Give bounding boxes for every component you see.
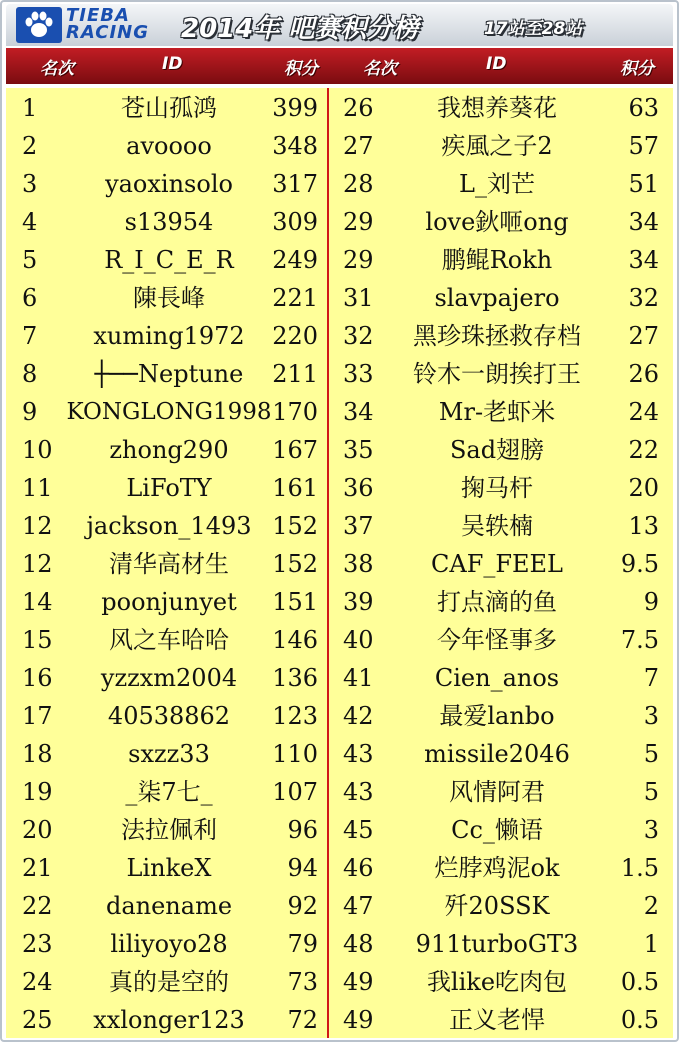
rank-cell: 14 xyxy=(22,588,53,616)
score-column-header-left: 积分 xyxy=(284,59,318,79)
table-row xyxy=(6,963,327,1001)
table-row xyxy=(6,431,327,469)
table-row xyxy=(6,773,327,811)
table-row xyxy=(6,849,327,887)
table-row xyxy=(331,393,671,431)
table-row xyxy=(331,431,671,469)
score-cell: 7.5 xyxy=(620,626,659,654)
player-id-cell: 911turboGT3 xyxy=(415,930,579,958)
player-id-cell: zhong290 xyxy=(109,436,229,464)
score-cell: 221 xyxy=(272,284,318,312)
player-id-cell: 黑珍珠拯救存档 xyxy=(413,322,581,350)
score-cell: 249 xyxy=(272,246,318,274)
table-row xyxy=(6,507,327,545)
player-id-cell: 清华高材生 xyxy=(109,550,229,578)
score-cell: 92 xyxy=(287,892,318,920)
table-row xyxy=(6,317,327,355)
table-row xyxy=(6,469,327,507)
rank-column-header-left: 名次 xyxy=(40,59,74,79)
player-id-cell: 吴轶楠 xyxy=(461,512,533,540)
table-row xyxy=(331,735,671,773)
player-id-cell: 40538862 xyxy=(107,702,231,730)
table-row xyxy=(331,165,671,203)
score-cell: 79 xyxy=(287,930,318,958)
rank-cell: 11 xyxy=(22,474,53,502)
table-row xyxy=(6,203,327,241)
rank-cell: 40 xyxy=(343,626,374,654)
table-row xyxy=(6,165,327,203)
score-cell: 51 xyxy=(628,170,659,198)
rank-cell: 18 xyxy=(22,740,53,768)
rank-cell: 19 xyxy=(22,778,53,806)
logo-wordmark xyxy=(66,7,166,41)
table-row xyxy=(6,89,327,127)
player-id-cell: liliyoyo28 xyxy=(110,930,228,958)
player-id-cell: 歼20SSK xyxy=(444,892,550,920)
score-cell: 73 xyxy=(287,968,318,996)
score-cell: 123 xyxy=(272,702,318,730)
player-id-cell: 法拉佩利 xyxy=(121,816,217,844)
player-id-cell: xxlonger123 xyxy=(93,1006,245,1034)
score-cell: 32 xyxy=(628,284,659,312)
player-id-cell: 鹏鲲Rokh xyxy=(441,246,553,274)
rank-cell: 39 xyxy=(343,588,374,616)
player-id-cell: xuming1972 xyxy=(93,322,245,350)
score-cell: 22 xyxy=(628,436,659,464)
player-id-cell: R_I_C_E_R xyxy=(104,246,234,274)
score-cell: 7 xyxy=(643,664,659,692)
score-cell: 170 xyxy=(272,398,318,426)
rank-cell: 43 xyxy=(343,740,374,768)
player-id-cell: 陳長峰 xyxy=(133,284,205,312)
player-id-cell: Cien_anos xyxy=(434,664,560,692)
page-subtitle: 17站至28站 xyxy=(484,19,583,39)
column-divider xyxy=(327,88,329,1038)
rank-cell: 23 xyxy=(22,930,53,958)
score-column-header-right: 积分 xyxy=(620,59,654,79)
score-cell: 3 xyxy=(643,816,659,844)
player-id-cell: 真的是空的 xyxy=(109,968,229,996)
score-cell: 9 xyxy=(643,588,659,616)
table-row xyxy=(331,583,671,621)
table-row xyxy=(6,583,327,621)
table-row xyxy=(331,849,671,887)
table-row xyxy=(331,659,671,697)
table-row xyxy=(6,545,327,583)
table-row xyxy=(331,241,671,279)
rank-cell: 9 xyxy=(22,398,38,426)
table-row xyxy=(6,355,327,393)
rank-cell: 32 xyxy=(343,322,374,350)
table-row xyxy=(6,887,327,925)
score-cell: 220 xyxy=(272,322,318,350)
table-row xyxy=(331,203,671,241)
rank-cell: 17 xyxy=(22,702,53,730)
player-id-cell: sxzz33 xyxy=(128,740,210,768)
paw-logo-icon xyxy=(16,7,62,43)
rank-cell: 37 xyxy=(343,512,374,540)
score-cell: 167 xyxy=(272,436,318,464)
rank-cell: 27 xyxy=(343,132,374,160)
score-cell: 0.5 xyxy=(620,1006,659,1034)
id-column-header-left: ID xyxy=(162,54,183,74)
score-cell: 211 xyxy=(272,360,318,388)
table-row xyxy=(331,545,671,583)
player-id-cell: s13954 xyxy=(124,208,214,236)
rank-cell: 33 xyxy=(343,360,374,388)
table-row xyxy=(6,811,327,849)
logo-line1: TIEBA xyxy=(66,5,130,26)
player-id-cell: avoooo xyxy=(126,132,212,160)
table-row xyxy=(331,887,671,925)
rank-cell: 43 xyxy=(343,778,374,806)
table-row xyxy=(6,621,327,659)
player-id-cell: Sad翅膀 xyxy=(449,436,545,464)
rank-cell: 48 xyxy=(343,930,374,958)
player-id-cell: _柒7七_ xyxy=(125,778,213,806)
score-cell: 57 xyxy=(628,132,659,160)
table-row xyxy=(331,621,671,659)
rank-cell: 7 xyxy=(22,322,38,350)
score-cell: 24 xyxy=(628,398,659,426)
table-row xyxy=(331,925,671,963)
rank-cell: 20 xyxy=(22,816,53,844)
table-row xyxy=(6,697,327,735)
player-id-cell: love鈥咂ong xyxy=(425,208,569,236)
rank-cell: 22 xyxy=(22,892,53,920)
table-row xyxy=(6,241,327,279)
rank-cell: 21 xyxy=(22,854,53,882)
player-id-cell: 正义老悍 xyxy=(449,1006,545,1034)
score-cell: 34 xyxy=(628,208,659,236)
rank-cell: 47 xyxy=(343,892,374,920)
player-id-cell: 风之车哈哈 xyxy=(109,626,229,654)
score-cell: 9.5 xyxy=(620,550,659,578)
table-row xyxy=(331,963,671,1001)
rank-cell: 4 xyxy=(22,208,38,236)
score-cell: 1 xyxy=(643,930,659,958)
logo-line2: RACING xyxy=(66,22,149,43)
column-header-bar xyxy=(6,48,673,84)
rank-cell: 24 xyxy=(22,968,53,996)
rank-cell: 28 xyxy=(343,170,374,198)
score-cell: 146 xyxy=(272,626,318,654)
rank-cell: 8 xyxy=(22,360,38,388)
score-cell: 161 xyxy=(272,474,318,502)
rank-cell: 35 xyxy=(343,436,374,464)
score-cell: 151 xyxy=(272,588,318,616)
score-cell: 348 xyxy=(272,132,318,160)
score-cell: 3 xyxy=(643,702,659,730)
rank-cell: 6 xyxy=(22,284,38,312)
table-row xyxy=(6,127,327,165)
score-cell: 317 xyxy=(272,170,318,198)
rank-cell: 10 xyxy=(22,436,53,464)
score-cell: 63 xyxy=(628,94,659,122)
player-id-cell: LinkeX xyxy=(126,854,212,882)
rank-cell: 31 xyxy=(343,284,374,312)
rank-cell: 29 xyxy=(343,246,374,274)
player-id-cell: poonjunyet xyxy=(101,588,237,616)
table-row xyxy=(6,279,327,317)
player-id-cell: 烂脖鸡泥ok xyxy=(434,854,560,882)
rank-cell: 12 xyxy=(22,550,53,578)
player-id-cell: yaoxinsolo xyxy=(105,170,233,198)
table-row xyxy=(331,317,671,355)
table-row xyxy=(331,697,671,735)
rank-cell: 3 xyxy=(22,170,38,198)
player-id-cell: Cc_懒语 xyxy=(451,816,543,844)
score-cell: 72 xyxy=(287,1006,318,1034)
table-row xyxy=(331,279,671,317)
rank-cell: 15 xyxy=(22,626,53,654)
player-id-cell: 苍山孤鸿 xyxy=(121,94,217,122)
score-cell: 94 xyxy=(287,854,318,882)
score-cell: 5 xyxy=(643,740,659,768)
page-title: 2014年 吧赛积分榜 xyxy=(181,14,419,44)
player-id-cell: 铃木一朗挨打王 xyxy=(413,360,581,388)
player-id-cell: 风情阿君 xyxy=(449,778,545,806)
player-id-cell: L_刘芒 xyxy=(459,170,535,198)
score-cell: 1.5 xyxy=(620,854,659,882)
rank-cell: 29 xyxy=(343,208,374,236)
player-id-cell: 掬马杆 xyxy=(461,474,533,502)
table-row xyxy=(331,507,671,545)
player-id-cell: 疾風之子2 xyxy=(441,132,553,160)
table-row xyxy=(6,925,327,963)
player-id-cell: slavpajero xyxy=(434,284,560,312)
score-cell: 13 xyxy=(628,512,659,540)
table-row xyxy=(331,811,671,849)
player-id-cell: 打点滴的鱼 xyxy=(437,588,557,616)
rank-cell: 38 xyxy=(343,550,374,578)
table-row xyxy=(331,355,671,393)
player-id-cell: jackson_1493 xyxy=(86,512,252,540)
score-cell: 26 xyxy=(628,360,659,388)
player-id-cell: Mr-老虾米 xyxy=(438,398,556,426)
table-row xyxy=(331,89,671,127)
rank-cell: 1 xyxy=(22,94,38,122)
rank-cell: 41 xyxy=(343,664,374,692)
table-row xyxy=(6,659,327,697)
player-id-cell: 我like吃肉包 xyxy=(426,968,568,996)
score-cell: 107 xyxy=(272,778,318,806)
rank-cell: 34 xyxy=(343,398,374,426)
player-id-cell: 我想养葵花 xyxy=(437,94,557,122)
table-row xyxy=(331,127,671,165)
score-cell: 0.5 xyxy=(620,968,659,996)
rank-cell: 5 xyxy=(22,246,38,274)
score-cell: 27 xyxy=(628,322,659,350)
player-id-cell: 最爱lanbo xyxy=(439,702,555,730)
rank-cell: 49 xyxy=(343,968,374,996)
rank-cell: 36 xyxy=(343,474,374,502)
rank-cell: 46 xyxy=(343,854,374,882)
rank-cell: 42 xyxy=(343,702,374,730)
rank-cell: 26 xyxy=(343,94,374,122)
table-row xyxy=(6,735,327,773)
score-cell: 399 xyxy=(272,94,318,122)
score-cell: 152 xyxy=(272,550,318,578)
player-id-cell: danename xyxy=(105,892,233,920)
rank-cell: 12 xyxy=(22,512,53,540)
player-id-cell: CAF_FEEL xyxy=(431,550,563,578)
score-cell: 2 xyxy=(643,892,659,920)
rank-cell: 45 xyxy=(343,816,374,844)
score-cell: 309 xyxy=(272,208,318,236)
player-id-cell: ┼──Neptune xyxy=(94,360,244,388)
header-bar xyxy=(6,4,673,46)
player-id-cell: 今年怪事多 xyxy=(437,626,557,654)
score-cell: 20 xyxy=(628,474,659,502)
table-row xyxy=(331,469,671,507)
score-cell: 110 xyxy=(272,740,318,768)
rank-cell: 25 xyxy=(22,1006,53,1034)
player-id-cell: KONGLONG1998 xyxy=(66,399,272,425)
id-column-header-right: ID xyxy=(486,54,507,74)
score-cell: 96 xyxy=(287,816,318,844)
rank-cell: 2 xyxy=(22,132,38,160)
rank-cell: 49 xyxy=(343,1006,374,1034)
score-cell: 34 xyxy=(628,246,659,274)
score-cell: 5 xyxy=(643,778,659,806)
player-id-cell: LiFoTY xyxy=(126,474,212,502)
score-cell: 136 xyxy=(272,664,318,692)
rank-column-header-right: 名次 xyxy=(363,59,397,79)
table-row xyxy=(6,393,327,431)
player-id-cell: missile2046 xyxy=(424,740,570,768)
rank-cell: 16 xyxy=(22,664,53,692)
table-row xyxy=(331,773,671,811)
player-id-cell: yzzxm2004 xyxy=(100,664,238,692)
table-row xyxy=(331,1001,671,1039)
score-cell: 152 xyxy=(272,512,318,540)
table-row xyxy=(6,1001,327,1039)
